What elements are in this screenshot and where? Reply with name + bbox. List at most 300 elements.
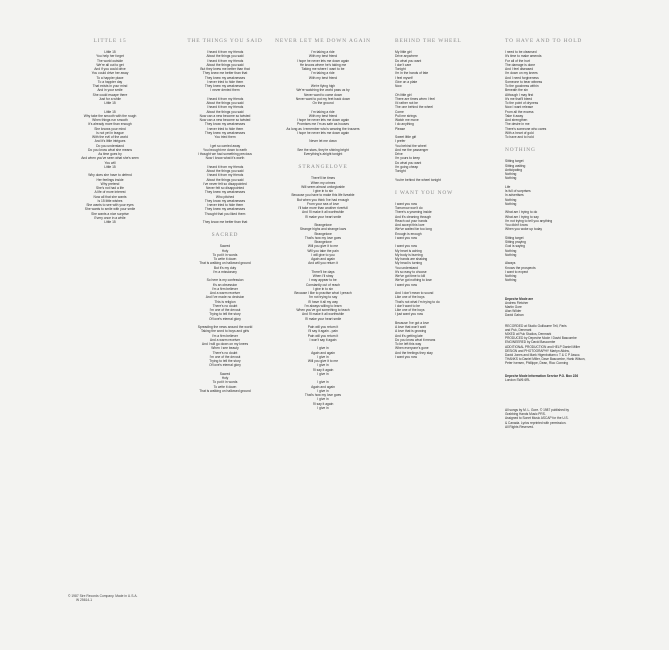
lyric-line: Pull me strings [395, 113, 417, 118]
lyric-line: They knew my weaknesses [204, 190, 246, 195]
lyric-line: I won't say it again [309, 337, 337, 342]
lyric-line: They knew my weaknesses [204, 130, 246, 135]
lyric-line: For all of the hurt [505, 58, 530, 63]
lyric-line: To have and to hold [505, 135, 534, 139]
lyric-line: And it's getting late [395, 333, 423, 338]
publishing-line: All songs by M. L. Gore. © 1987 published by [505, 407, 570, 412]
song-title: STRANGELOVE [298, 164, 348, 171]
lyric-line: To put it in words [212, 252, 238, 257]
lyric-line: I heard it from my friends [206, 173, 244, 178]
credit-line: ADDITIONAL PRODUCTION and HELP Daniel Miller [505, 344, 581, 349]
lyric-line: I prefer [395, 139, 406, 144]
lyric-line: We're watching the world pass us by [296, 88, 350, 93]
lyric-line: About the things you said [206, 109, 244, 114]
lyric-line: Reach out your hands [395, 218, 428, 223]
song-title: THE THINGS YOU SAID [187, 38, 263, 44]
lyric-line: I give in [317, 388, 329, 393]
lyric-line: Little 15 [104, 101, 116, 105]
lyric-line: Of love's eternal glory [209, 316, 241, 321]
lyric-line: Who pitched [215, 194, 235, 199]
lyric-line: It's so easy to choose [395, 269, 427, 274]
lyric-line: I'm not trying to say [308, 295, 338, 300]
lyric-line: Why does she have to defend [88, 173, 132, 178]
lyric-line: Nothing [505, 252, 517, 257]
lyric-line: I heard it from my friends [206, 58, 244, 63]
lyric-line: They knew my weaknesses [204, 207, 246, 212]
lyric-line: When things run smooth [92, 118, 128, 122]
lyric-line: Because I like to practise what I preach [294, 291, 352, 295]
lyric-line: My little girl [395, 50, 412, 54]
lyric-line: They knew my weaknesses [204, 84, 246, 88]
column-5 [505, 38, 615, 429]
lyric-line: We're flying high [310, 84, 336, 88]
lyric-line: Why take the smooth with the rough [83, 113, 137, 118]
lyric-line: With my best friend [308, 75, 338, 80]
lyric-line: You behind the wheel [395, 143, 427, 148]
lyric-line: Will you take the pain [307, 248, 339, 253]
lyric-line: You will [104, 160, 116, 165]
lyric-line: I want you now [395, 201, 417, 206]
lyric-line: Strangelove [314, 240, 332, 244]
song-title: TO HAVE AND TO HOLD [505, 38, 583, 44]
song-title: NEVER LET ME DOWN AGAIN [275, 38, 371, 44]
lyric-line: She wants to see with your eyes [86, 203, 134, 207]
lyric-line: I don't want to be [395, 303, 421, 308]
lyric-line: I get so carried away [209, 143, 241, 148]
info-service-line: Depeche Mode Information Service P.O. Box 226 [505, 373, 579, 378]
lyric-line: Why pretend [100, 181, 120, 186]
song-never-let-me-down-again [268, 38, 378, 156]
lyric-line: And I'll make it all worthwhile [301, 312, 345, 317]
lyric-line: He knows where he's taking me [299, 62, 347, 67]
lyric-line: Do you know what she means [88, 147, 132, 152]
lyric-line: A life of more interest [94, 190, 126, 195]
lyric-line: Everything's alright tonight [303, 152, 343, 156]
lyric-line: And a warm receiver [209, 337, 241, 342]
column-4 [395, 38, 495, 359]
lyric-line: I'm a firm believer [212, 286, 238, 291]
lyric-line: Sitting target [505, 159, 524, 164]
lyric-line: Is not yet in league [96, 130, 124, 135]
credits-block [505, 297, 615, 429]
lyric-line: Oh little girl [395, 92, 412, 97]
lyric-line: She could escape there [92, 92, 128, 97]
lyric-line: Little 15 [104, 220, 116, 224]
lyric-line: I'll have it all my way [308, 299, 338, 304]
lyric-line: We've waited far too long [395, 227, 432, 232]
lyric-line: But they knew me better than that [200, 67, 250, 71]
lyric-line: Her feelings inside [96, 177, 124, 182]
lyric-line: Holy [221, 248, 229, 253]
lyric-line: My body is burning [395, 252, 423, 257]
lyric-line: Tonight [395, 67, 406, 71]
lyric-line: Never want to put my feet back down [295, 96, 351, 101]
lyric-line: What am I trying to say [505, 214, 539, 219]
lyric-line: Do you know what it means [395, 337, 436, 342]
lyric-line: That's how my love goes [304, 235, 342, 240]
lyric-line: Now can a new become so twisted [199, 113, 251, 118]
lyric-line: And when you've seen what she's seen [81, 156, 139, 161]
song-title: SACRED [211, 232, 239, 239]
lyric-line: Taking me where I want to be [301, 67, 345, 71]
lyric-line: I'm going cheap [395, 164, 419, 169]
lyric-line: Drive anywhere [395, 54, 418, 59]
lyric-line: There'll be times [310, 176, 336, 181]
lyric-line: And it's cleaning through [395, 214, 432, 219]
lyric-line: There's someone who cares [505, 126, 547, 131]
lyric-line: Beneath the sin [505, 88, 528, 93]
lyric-line: There's no doubt [212, 303, 238, 308]
lyric-line: With a heart of gold [505, 130, 534, 135]
lyric-line: About the things you said [206, 54, 244, 59]
lyric-line: I'm not trying to tell you anything [505, 218, 553, 223]
lyric-line: Do you understand [96, 143, 124, 148]
song-title: I WANT YOU NOW [395, 189, 454, 196]
lyric-line: And will you return it [308, 261, 338, 266]
lyric-line: Again and again [311, 257, 335, 261]
lyric-line: Is full of surprises [505, 189, 531, 193]
lyric-line: Little 15 [104, 164, 116, 169]
lyric-line: I want you now [395, 282, 417, 287]
lyric-line: I'm taking a ride [311, 50, 335, 54]
lyric-line: She wants a nice surprise [91, 211, 129, 216]
lyric-line: I'm one of the devout [209, 308, 241, 312]
lyric-line: About the things you said [206, 177, 244, 182]
lyric-line: Come [395, 109, 404, 114]
lyric-line: Sacred [219, 371, 231, 376]
lyric-line: I will give to you [311, 252, 335, 257]
lyric-line: I hope he never lets me down again [296, 58, 350, 63]
lyric-line: When my crimes [310, 180, 336, 185]
lyric-line: Like one of the boys [395, 308, 425, 312]
lyric-line: I want you now [395, 235, 417, 240]
lyric-line: The damage is done [505, 62, 536, 67]
song-the-things-you-said [170, 38, 280, 224]
lyric-line: I need to be cleansed [505, 50, 537, 54]
lyric-line: I'm yours to keep [395, 156, 421, 161]
song-nothing [505, 147, 615, 282]
lyric-line: Sitting waiting [505, 163, 526, 168]
lyric-line: To be left this way [395, 342, 422, 346]
lyric-line: It's me that'll bleed [505, 96, 533, 101]
lyric-line: And the feelings they stay [395, 350, 433, 355]
lyric-line: Nothing [505, 278, 517, 283]
lyric-line: Tomorrow won't do [395, 206, 423, 210]
lyric-line: Nothing [505, 248, 517, 253]
song-title: LITTLE 15 [93, 38, 127, 44]
credit-line: Peter Iversen, Phillippe, Dean, Rico Conning [505, 361, 569, 366]
lyric-line: To write it down [213, 257, 237, 261]
lyric-line: We're all out to get [96, 62, 124, 67]
lyric-line: Nothing [505, 197, 517, 202]
lyric-line: And a warm receiver [209, 291, 241, 295]
lyric-line: You could drive her away [91, 71, 129, 76]
credit-line: PRODUCED by Depeche Mode / David Bascombe [505, 336, 577, 341]
lyric-line: With my best friend [308, 113, 338, 118]
lyric-line: What am I trying to do [505, 210, 538, 215]
lyric-line: I give in [317, 354, 329, 359]
lyric-line: Someone to bear witness [505, 79, 543, 84]
lyric-line: I hope he never lets me down again [296, 130, 350, 135]
lyric-line: The world outside [96, 58, 124, 63]
lyric-line: When I'll stray [312, 274, 334, 278]
lyric-line: You understand [395, 265, 418, 270]
lyric-line: We've got time to kill [395, 274, 426, 278]
lyric-line: Every once in a while [94, 215, 126, 220]
lyric-line: Sacred [219, 244, 231, 249]
lyric-line: My heart is aching [395, 248, 422, 253]
lyric-line: You're behind the wheel tonight [395, 177, 441, 182]
lyric-line: There'll be days [311, 269, 335, 274]
lyric-line: That is walking on hallowed ground [199, 388, 251, 393]
lyric-line: And I've made no decision [205, 295, 245, 300]
lyric-line: She wants to smile with your smile [84, 207, 136, 212]
lyric-line: They know my weaknesses [204, 122, 246, 127]
lyric-line: Nothing [505, 274, 517, 278]
lyric-line: I'm down on my knees [505, 71, 538, 76]
lyric-line: You tried them [214, 135, 236, 139]
lyric-line: I want to expect [505, 269, 529, 274]
lyric-line: Watch me move [395, 118, 419, 122]
lyric-line: I want you now [395, 354, 417, 359]
credit-line: THANKS to Daniel Miller, Dave Bascombe, Hank Wilson, [505, 357, 586, 362]
lyric-line: You didn't know [505, 223, 528, 227]
catalog-number: W 25614-1 [76, 598, 93, 603]
lyric-line: So here is my confession [206, 278, 244, 283]
song-strangelove [268, 164, 378, 410]
lyric-line: Strangelove [314, 231, 332, 236]
lyric-line: But when you think I've had enough [296, 197, 350, 202]
lyric-line: Now I know what it's worth [205, 156, 245, 161]
band-member: David Gahan [505, 313, 524, 318]
lyric-line: To the point of dryness [505, 101, 539, 105]
publishing-line: Grabbing Hands Music PRS. [505, 412, 546, 417]
lyric-line: It's already more than enough [88, 122, 132, 127]
lyric-line: And in your smile [97, 88, 123, 93]
lyric-line: Strangelove [314, 223, 332, 227]
lyric-line: Taking the word to boys and girls [200, 329, 249, 334]
credit-line: ENGINEERED by David Bascombe [505, 340, 556, 345]
lyric-line: Because I've got a love [395, 320, 429, 325]
lyric-line: Like one of the boys [395, 295, 425, 300]
lyric-line: She's not had a life [96, 186, 124, 190]
lyric-line: In advertises [505, 193, 524, 198]
band-heading: Depeche Mode are [505, 296, 534, 301]
lyric-line: Will seem almost unforgivable [301, 184, 345, 189]
lyric-line: Thought that you liked them [204, 211, 246, 216]
lyric-line: They know my weaknesses [204, 198, 246, 203]
column-1 [60, 38, 160, 224]
lyric-line: About the things you said [206, 101, 244, 105]
lyric-line: And I don't mean to sound [395, 291, 434, 295]
lyric-line: Do what you want [395, 58, 422, 63]
lyric-line: About the things you said [206, 62, 244, 67]
song-behind-the-wheel [395, 38, 495, 182]
lyric-line: I'm a missionary [213, 269, 237, 274]
lyric-line: Although I may first [505, 92, 534, 97]
lyric-line: Little 15 [104, 50, 116, 54]
lyric-line: And accept this love [395, 223, 425, 227]
lyric-line: I heard it from my friends [206, 50, 244, 54]
song-to-have-and-to-hold [505, 38, 615, 139]
lyric-line: There's a yearning inside [395, 210, 432, 215]
lyric-line: Will you give it to me [307, 359, 339, 363]
lyric-line: Never want to come down [303, 92, 343, 97]
lyric-line: It's time to make amends [505, 54, 542, 59]
lyric-line: They knew me better than that [202, 71, 248, 76]
lyric-line: And I need forgiveness [505, 75, 539, 80]
lyric-line: I give in [317, 380, 329, 385]
lyric-line: Sitting target [505, 235, 524, 240]
lyric-line: Anticipating [505, 167, 523, 172]
lyric-line: I give in [317, 363, 329, 368]
lyric-line: On the ground [312, 101, 334, 105]
lyric-line: Now I want release [505, 105, 534, 110]
lyric-line: When you woke up today [505, 227, 543, 232]
lyric-line: And I feel diseased [505, 67, 534, 71]
lyric-line: I heard it from my friends [206, 96, 244, 101]
song-sacred [170, 232, 280, 393]
lyric-line: Now all that she wants [93, 194, 127, 199]
lyric-line: As long as I remember who's wearing the trousers [286, 126, 360, 131]
publishing-line: All Rights Reserved. [505, 424, 534, 429]
lyric-line: Sweet little girl [395, 135, 417, 139]
lyric-line: You help her forget [96, 54, 124, 59]
column-3 [268, 38, 378, 410]
lyric-line: I'd rather not be [395, 101, 418, 105]
lyric-line: She knows your mind [94, 126, 126, 131]
lyric-line: See the stars, they're shining bright [297, 147, 349, 152]
lyric-line: To a happier day [97, 79, 123, 84]
lyric-line: This is religion [214, 299, 236, 304]
lyric-line: Always [505, 261, 516, 266]
lyric-line: I want you now [395, 244, 417, 249]
lyric-line: Constantly out of reach [306, 282, 340, 287]
lyric-line: I just want you now [395, 312, 424, 317]
credit-line: David Jones and Mark Higenbottam c T & C P Assoc. [505, 352, 581, 357]
lyric-line: That's how my love goes [304, 393, 342, 397]
lyric-line: From your sea of love [307, 201, 339, 206]
lyric-line: Never felt so disappointed [205, 186, 245, 190]
lyric-line: I never tried to hide them [206, 79, 244, 84]
lyric-line: Life [505, 184, 511, 189]
lyric-line: They knew my weaknesses [204, 75, 246, 80]
lyric-line: Little 15 [104, 109, 116, 114]
lyric-line: I do anything [395, 122, 414, 127]
lyric-line: From all the excess [505, 109, 534, 114]
song-title: NOTHING [505, 147, 536, 154]
lyric-line: I'm one of the devout [209, 354, 241, 359]
song-title: BEHIND THE WHEEL [395, 38, 462, 44]
lyric-line: They know me better than that [202, 220, 248, 224]
lyric-line: Tonight [395, 169, 406, 173]
lyric-line: Of love's eternal glory [209, 363, 241, 368]
lyric-line: A love that won't wait [395, 325, 426, 329]
lyric-line: That is walking on hallowed ground [199, 261, 251, 266]
lyric-line: I've never felt so disappointed [203, 181, 247, 186]
lyric-line: I heard it from my friends [206, 164, 244, 169]
credit-line: MIXED at Puk Studios, Denmark [505, 331, 552, 336]
lyric-line: I'm taking a ride [311, 109, 335, 114]
lyric-line: Nothing [505, 201, 517, 206]
lyric-line: Enough is enough [395, 231, 422, 236]
lyric-line: You brought me down to earth [202, 147, 248, 152]
lyric-line: I'll make your heart smile [304, 214, 342, 219]
lyric-line: Do what you want [395, 160, 422, 165]
lyric-line: When everyone's gone [395, 346, 429, 351]
lyric-line: Because you have to make this life liveable [291, 193, 355, 198]
copyright-footer [68, 594, 137, 603]
lyric-line: Never let me down [309, 139, 337, 144]
lyric-line: God is saying [505, 244, 525, 249]
song-i-want-you-now [395, 190, 495, 359]
lyric-line: And I will go down on my knees [201, 342, 249, 346]
lyric-line: Pain will you return it [307, 333, 339, 338]
lyric-line: Again and again [311, 350, 335, 355]
lyric-line: I never tried to hide them [206, 126, 244, 131]
lyric-line: Is 15 little wishes [97, 198, 123, 203]
lyric-line: When I see beauty [211, 346, 239, 351]
band-member: Andrew Fletcher [505, 300, 529, 305]
lyric-line: Will you give it to me [307, 244, 339, 249]
lyric-line: I may appear to be [309, 278, 337, 283]
song-little-15 [60, 38, 160, 224]
band-member: Alan Wilder [505, 309, 522, 314]
lyric-line: When you've got something to teach [296, 308, 350, 312]
lyric-line: With my best friend [308, 54, 338, 59]
lyric-line: I heard it from my friends [206, 105, 244, 110]
lyric-line: About the things you said [206, 169, 244, 173]
lyric-line: Holy [221, 376, 229, 380]
band-member: Martin Gore [505, 304, 522, 309]
credit-line: RECORDED at Studio Guillaume Tell, Paris [505, 323, 567, 328]
publishing-line: Assigned to Sonet Music ASCAP for the U.S. [505, 416, 569, 421]
publishing-line: & Canada. Lyrics reprinted with permission. [505, 420, 567, 425]
lyric-line: As time goes by [98, 152, 122, 156]
info-service-line: London SW6 6RL [505, 377, 531, 382]
lyric-line: That exists in your mind [92, 84, 128, 88]
lyric-line: Now can a new become so twisted [199, 118, 251, 122]
lyric-line: Promises me I'm as safe as houses [297, 122, 349, 127]
lyric-line: With the evil of the world [92, 135, 128, 139]
lyric-line: Nothing [505, 176, 517, 181]
lyric-line: There are times when I feel [395, 96, 435, 101]
credit-line: and Puk, Denmark [505, 327, 532, 332]
lyric-line: And me the passenger [395, 147, 429, 152]
lyric-line: The desire in me [505, 122, 530, 127]
lyric-line: The one behind the wheel [395, 105, 433, 110]
copyright-line: © 1987 Sire Records Company. Made in U.S.A. [68, 594, 138, 598]
lyric-line: Nothing [505, 172, 517, 176]
lyric-line: That's not what I'm trying to do [395, 299, 440, 304]
lyric-line: Knows the prospects [505, 265, 536, 270]
lyric-line: A love that is growing [395, 329, 427, 334]
lyric-line: But it's my duty [213, 265, 237, 270]
lyric-line: To a happier place [96, 75, 124, 80]
lyric-line: We've got nothing to lose [395, 278, 432, 283]
lyric-line: Give on a plate [395, 79, 418, 84]
lyric-line: I'm always willing to learn [304, 303, 342, 308]
lyric-line: To put it in words [212, 380, 238, 385]
lyric-line: Trying to tell the story [209, 312, 241, 317]
lyric-line: Spreading the news around the world [197, 325, 253, 329]
lyric-line: I give in [317, 346, 329, 351]
lyric-line: Again and again [311, 384, 335, 389]
lyric-line: Drive [395, 152, 403, 156]
lyric-line: There's no doubt [212, 350, 238, 355]
lyric-line: I'll take more than another riverfull [298, 206, 348, 210]
lyric-line: And if you could drive [94, 67, 126, 71]
